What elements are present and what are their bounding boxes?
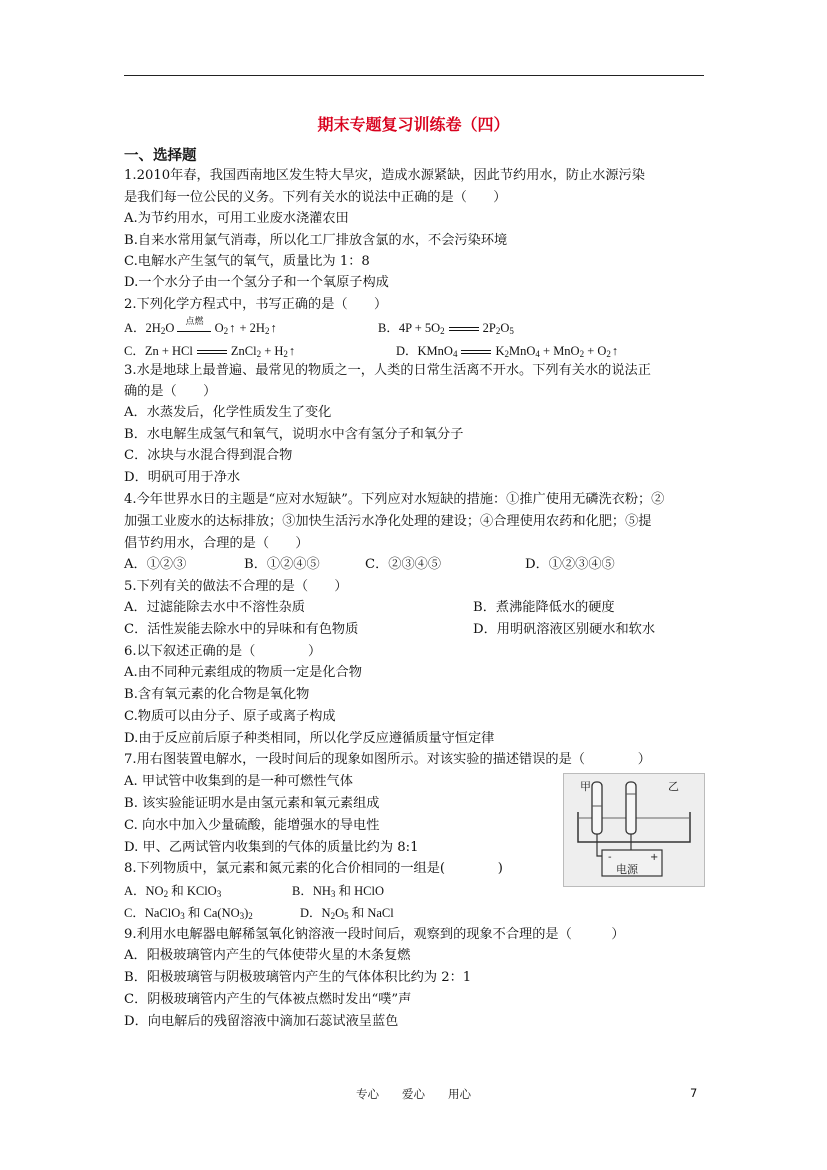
q5-option-b: B．煮沸能降低水的硬度 [473, 600, 615, 615]
q5-option-d: D．用明矾溶液区别硬水和软水 [473, 622, 656, 637]
q4-stem-line2: 加强工业废水的达标排放；③加快生活污水净化处理的建设；④合理使用农药和化肥；⑤提 [124, 514, 652, 529]
q7-option-d: D. 甲、乙两试管内收集到的气体的质量比约为 8:1 [124, 840, 419, 855]
q2-option-d: D．KMnO$_4$ $K_2MnO_4 + MnO_2$ + $O_2↑$ [396, 344, 619, 359]
q1-stem-line1: 1.2010年春，我国西南地区发生特大旱灾，造成水源紧缺，因此节约用水，防止水源污染 [124, 168, 645, 183]
page-number: 7 [690, 1086, 698, 1100]
section-heading: 一、选择题 [124, 148, 197, 164]
q9-option-a: A．阳极玻璃管内产生的气体使带火星的木条复燃 [124, 948, 411, 963]
q1-option-d: D.一个水分子由一个氢分子和一个氧原子构成 [124, 275, 389, 290]
electrolysis-figure [563, 773, 705, 887]
q3-option-b: B．水电解生成氢气和氧气，说明水中含有氢分子和氧分子 [124, 427, 464, 442]
header-rule [124, 75, 704, 76]
q2-option-b: B．$4P + 5O_2$ $2P_2O_5$ [378, 321, 514, 336]
test-tube-left [592, 782, 602, 834]
q3-option-c: C．冰块与水混合得到混合物 [124, 448, 293, 463]
q4-option-b: B．①②④⑤ [244, 557, 320, 572]
q8-option-a: A．$NO_2$ 和 KClO$_3$ [124, 884, 222, 899]
q9-option-c: C．阴极玻璃管内产生的气体被点燃时发出“噗”声 [124, 992, 412, 1007]
condition-mark: 点燃 [177, 322, 211, 332]
q1-option-c: C.电解水产生氢气的氧气，质量比为 1：8 [124, 254, 370, 269]
electrolysis-apparatus-icon [564, 774, 704, 886]
q7-option-c: C. 向水中加入少量硫酸，能增强水的导电性 [124, 818, 380, 833]
q5-option-c: C．活性炭能去除水中的异味和有色物质 [124, 622, 359, 637]
tube-label-left: 甲 [580, 780, 591, 793]
q6-option-d: D.由于反应前后原子种类相同，所以化学反应遵循质量守恒定律 [124, 731, 495, 746]
q9-option-b: B．阳极玻璃管与阴极玻璃管内产生的气体体积比约为 2：1 [124, 970, 472, 985]
q3-option-d: D．明矾可用于净水 [124, 470, 241, 485]
q7-option-b: B. 该实验能证明水是由氢元素和氧元素组成 [124, 796, 380, 811]
q8-option-b: B．$NH_3$ 和 HClO [292, 884, 385, 899]
q4-option-c: C．②③④⑤ [365, 557, 442, 572]
q2-option-c: C．Zn + HCl ZnCl$_2$ + $H_2↑$ [124, 344, 296, 359]
q4-option-d: D．①②③④⑤ [525, 557, 615, 572]
q1-option-b: B.自来水常用氯气消毒，所以化工厂排放含氯的水，不会污染环境 [124, 233, 508, 248]
q8-option-c: C．NaClO$_3$ 和 $Ca(NO_3)_2$ [124, 906, 253, 921]
q9-stem: 9.利用水电解器电解稀氢氧化钠溶液一段时间后，观察到的现象不合理的是（ ） [124, 927, 625, 942]
power-label: 电源 [616, 863, 638, 876]
page-title: 期末专题复习训练卷（四） [317, 115, 510, 134]
q2-option-a: A．$2H_2O$ 点燃 $O_2↑$ + $2H_2↑$ [124, 316, 277, 336]
q4-option-a: A．①②③ [124, 557, 187, 572]
q4-stem-line3: 倡节约用水，合理的是（ ） [124, 536, 309, 551]
q4-stem-line1: 4.今年世界水日的主题是“应对水短缺”。下列应对水短缺的措施：①推广使用无磷洗衣粉；② [124, 492, 665, 507]
q6-option-c: C.物质可以由分子、原子或离子构成 [124, 709, 336, 724]
footer-motto: 专心 爱心 用心 [356, 1087, 471, 1101]
tube-label-right: 乙 [668, 780, 679, 793]
q8-stem: 8.下列物质中，氯元素和氮元素的化合价相同的一组是( ) [124, 861, 503, 876]
q6-stem: 6.以下叙述正确的是（ ） [124, 644, 322, 659]
q5-option-a: A．过滤能除去水中不溶性杂质 [124, 600, 305, 615]
q7-option-a: A. 甲试管中收集到的是一种可燃性气体 [124, 774, 353, 789]
q2-stem: 2.下列化学方程式中，书写正确的是（ ） [124, 297, 388, 312]
q6-option-b: B.含有氧元素的化合物是氧化物 [124, 687, 310, 702]
q8-option-d: D．$N_2O_5$ 和 NaCl [300, 906, 394, 921]
q6-option-a: A.由不同种元素组成的物质一定是化合物 [124, 665, 362, 680]
test-tube-right [626, 782, 636, 834]
q9-option-d: D．向电解后的残留溶液中滴加石蕊试液呈蓝色 [124, 1014, 399, 1029]
q3-option-a: A．水蒸发后，化学性质发生了变化 [124, 405, 332, 420]
power-minus: - [608, 852, 612, 863]
q5-stem: 5.下列有关的做法不合理的是（ ） [124, 579, 348, 594]
q1-stem-line2: 是我们每一位公民的义务。下列有关水的说法中正确的是（ ） [124, 190, 507, 205]
q1-option-a: A.为节约用水，可用工业废水浇灌农田 [124, 211, 349, 226]
power-plus: + [650, 852, 659, 863]
q3-stem-line1: 3.水是地球上最普遍、最常见的物质之一，人类的日常生活离不开水。下列有关水的说法正 [124, 363, 651, 378]
q3-stem-line2: 确的是（ ） [124, 384, 217, 399]
q7-stem: 7.用右图装置电解水，一段时间后的现象如图所示。对该实验的描述错误的是（ ） [124, 752, 651, 767]
